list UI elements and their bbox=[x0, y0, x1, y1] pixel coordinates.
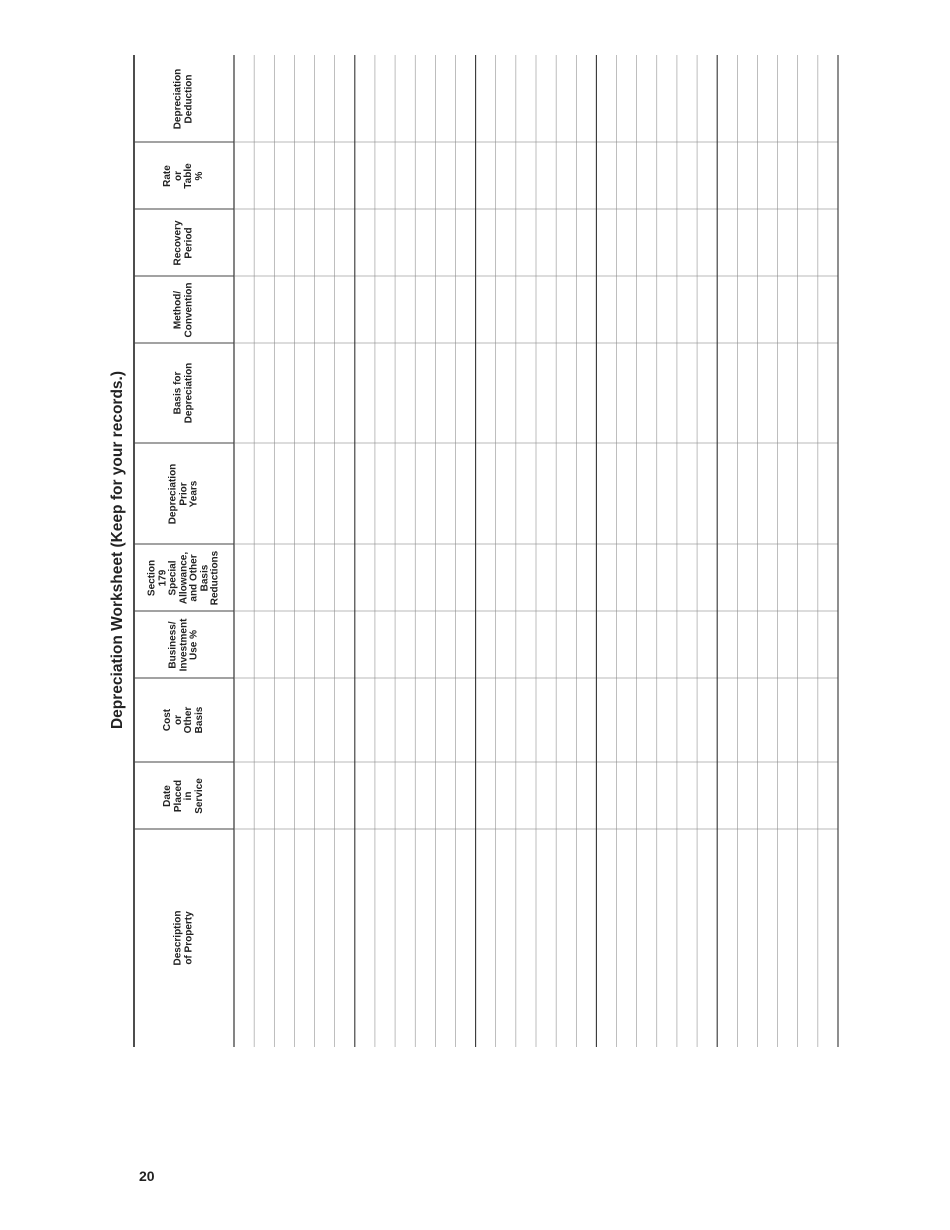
page-title-text: Depreciation Worksheet (Keep for your records.) bbox=[109, 370, 126, 730]
col-date-placed-in-service-label: Date Placed in Service bbox=[162, 777, 205, 814]
col-cost-or-other-basis-label: Cost or Other Basis bbox=[162, 706, 205, 734]
col-basis-for-depreciation-label: Basis for Depreciation bbox=[172, 362, 194, 424]
col-depreciation-deduction-label: Depreciation Deduction bbox=[172, 68, 194, 129]
page-number: 20 bbox=[139, 1168, 155, 1184]
col-business-investment-use-label: Business/ Investment Use % bbox=[167, 618, 200, 671]
col-description-of-property-label: Description of Property bbox=[172, 910, 194, 966]
col-method-convention-label: Method/ Convention bbox=[172, 282, 194, 337]
col-depreciation-prior-years-label: Depreciation Prior Years bbox=[167, 463, 200, 524]
col-rate-or-table-label: Rate or Table % bbox=[162, 162, 205, 189]
col-section-179-label: Section 179 Special Allowance, and Other Basis Reductions bbox=[146, 550, 221, 605]
col-recovery-period-label: Recovery Period bbox=[172, 219, 194, 266]
